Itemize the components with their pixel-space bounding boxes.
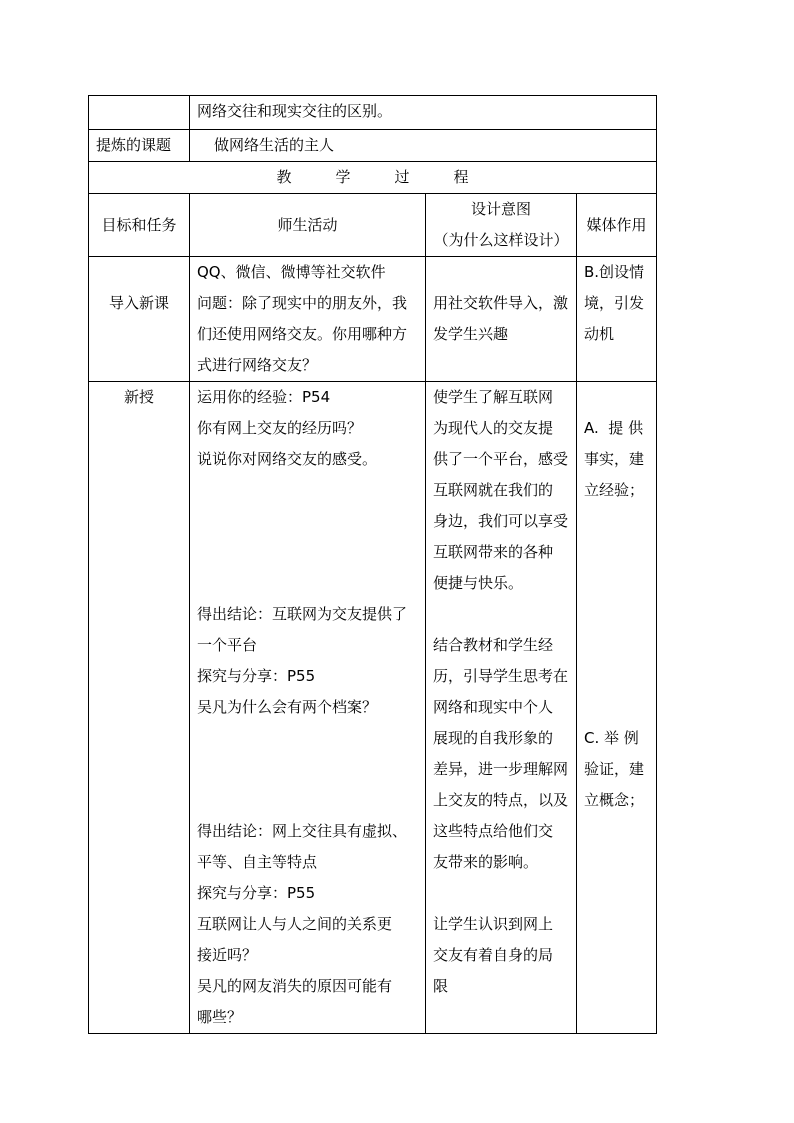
- intent-line: 展现的自我形象的: [433, 729, 554, 747]
- process-title-cell: [89, 162, 657, 194]
- spacer: [584, 568, 649, 599]
- new-lesson-goal: 新授: [123, 388, 154, 406]
- spacer: [197, 537, 418, 568]
- activity-line: 运用你的经验：P54: [197, 388, 331, 406]
- process-title-char: 过: [394, 168, 410, 186]
- intent-line: 发学生兴趣: [433, 325, 509, 343]
- intent-line: 这些特点给他们交: [433, 822, 554, 840]
- lesson-plan-table: [88, 95, 657, 1034]
- activity-line: 你有网上交友的经历吗？: [197, 419, 363, 437]
- intent-line: 互联网就在我们的: [433, 481, 554, 499]
- intent-line: 结合教材和学生经: [433, 636, 554, 654]
- intent-line: 使学生了解互联网: [433, 388, 554, 406]
- activity-line: 接近吗？: [197, 946, 258, 964]
- header-goal: [89, 194, 190, 257]
- header-activity: [190, 194, 426, 257]
- new-lesson-media-cell: [577, 382, 657, 1034]
- activity-line: 互联网让人与人之间的关系更: [197, 915, 393, 933]
- media-line: 事实，建: [584, 450, 645, 468]
- activity-line: 探究与分享：P55: [197, 884, 316, 902]
- intent-line: 身边，我们可以享受: [433, 512, 569, 530]
- activity-line: 得出结论：网上交往具有虚拟、: [197, 822, 408, 840]
- spacer: [197, 723, 418, 754]
- spacer: [584, 537, 649, 568]
- spacer: [197, 754, 418, 785]
- intent-line: 为现代人的交友提: [433, 419, 554, 437]
- activity-line: 得出结论：互联网为交友提供了: [197, 605, 408, 623]
- intro-activity-cell: [190, 257, 426, 382]
- media-line: 境，引发: [584, 294, 645, 312]
- activity-line: 吴凡为什么会有两个档案？: [197, 698, 378, 716]
- header-intent-label: 设计意图: [470, 200, 531, 218]
- activity-line: 吴凡的网友消失的原因可能有: [197, 977, 393, 995]
- intent-line: 便捷与快乐。: [433, 574, 524, 592]
- new-lesson-row: [89, 382, 657, 1034]
- process-title-char: 程: [453, 168, 469, 186]
- intro-row: [89, 257, 657, 382]
- intro-intent-cell: [426, 257, 577, 382]
- topic-value-cell: [190, 130, 657, 162]
- intent-line: 上交友的特点，以及: [433, 791, 569, 809]
- activity-line: 问题：除了现实中的朋友外，我: [197, 294, 408, 312]
- difference-cell: [190, 96, 657, 130]
- media-line: C. 举 例: [584, 729, 639, 747]
- activity-line: 们还使用网络交友。你用哪种方: [197, 325, 408, 343]
- media-line: A. 提 供: [584, 419, 644, 437]
- new-lesson-activity-cell: [190, 382, 426, 1034]
- intent-line: 互联网带来的各种: [433, 543, 554, 561]
- activity-line: 一个平台: [197, 636, 258, 654]
- new-lesson-intent-cell: [426, 382, 577, 1034]
- spacer: [197, 568, 418, 599]
- media-line: 验证，建: [584, 760, 645, 778]
- media-line: B.创设情: [584, 263, 645, 281]
- spacer: [197, 785, 418, 816]
- topic-value: 做网络生活的主人: [214, 136, 335, 154]
- intent-line: 让学生认识到网上: [433, 915, 554, 933]
- activity-line: QQ、微信、微博等社交软件: [197, 263, 386, 281]
- header-intent: [426, 194, 577, 257]
- table-row: [89, 96, 657, 130]
- new-lesson-goal-cell: [89, 382, 190, 1034]
- header-media: [577, 194, 657, 257]
- spacer: [433, 599, 569, 630]
- header-goal-label: 目标和任务: [101, 215, 177, 234]
- spacer: [433, 878, 569, 909]
- intent-line: 友带来的影响。: [433, 853, 539, 871]
- process-title-char: 教: [276, 168, 292, 186]
- header-row: [89, 194, 657, 257]
- table-row: [89, 162, 657, 194]
- intent-line: 历，引导学生思考在: [433, 667, 569, 685]
- process-title-char: 学: [335, 168, 351, 186]
- header-intent-sublabel: （为什么这样设计）: [433, 231, 569, 249]
- activity-line: 平等、自主等特点: [197, 853, 318, 871]
- intro-goal: 导入新课: [108, 294, 169, 312]
- activity-line: 说说你对网络交友的感受。: [197, 450, 378, 468]
- intent-line: 限: [433, 977, 449, 995]
- media-line: 立经验；: [584, 481, 645, 499]
- activity-line: 哪些？: [197, 1008, 243, 1026]
- spacer: [584, 506, 649, 537]
- header-activity-label: 师生活动: [277, 215, 338, 234]
- spacer: [584, 692, 649, 723]
- spacer: [584, 382, 649, 413]
- table-row: [89, 130, 657, 162]
- spacer: [197, 506, 418, 537]
- media-line: 动机: [584, 325, 615, 343]
- spacer: [197, 475, 418, 506]
- intent-line: 交友有着自身的局: [433, 946, 554, 964]
- empty-cell: [89, 96, 190, 130]
- spacer: [584, 661, 649, 692]
- topic-label: 提炼的课题: [96, 136, 172, 154]
- spacer: [584, 599, 649, 630]
- topic-label-cell: [89, 130, 190, 162]
- media-line: 立概念；: [584, 791, 645, 809]
- activity-line: 式进行网络交友？: [197, 356, 318, 374]
- intent-line: 差异，进一步理解网: [433, 760, 569, 778]
- difference-text: 网络交往和现实交往的区别。: [197, 102, 393, 120]
- intent-line: 供了一个平台，感受: [433, 450, 569, 468]
- intro-media-cell: [577, 257, 657, 382]
- intent-line: 网络和现实中个人: [433, 698, 554, 716]
- intent-line: 用社交软件导入，激: [433, 294, 569, 312]
- header-media-label: 媒体作用: [586, 215, 647, 234]
- spacer: [584, 630, 649, 661]
- intro-goal-cell: [89, 257, 190, 382]
- activity-line: 探究与分享：P55: [197, 667, 316, 685]
